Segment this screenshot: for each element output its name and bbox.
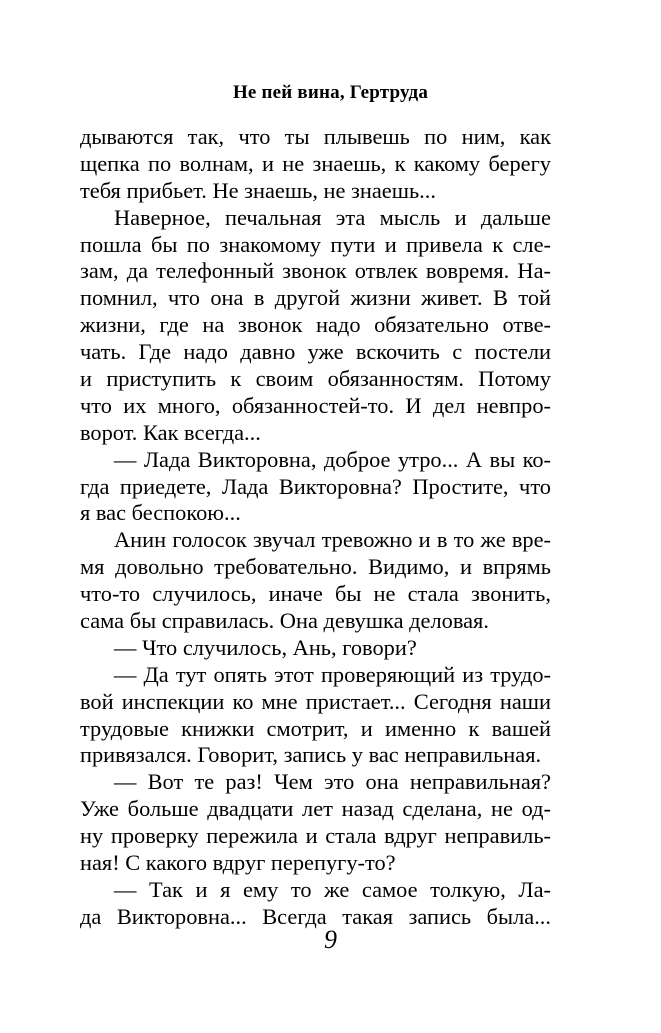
- paragraph: [80, 769, 551, 877]
- text-line: сама бы справилась. Она девушка деловая.: [80, 608, 489, 634]
- text-line: чать. Где надо давно уже вскочить с постели: [80, 339, 551, 365]
- text-line: ная! С какого вдруг перепугу-то?: [80, 850, 396, 876]
- text-line: — Так и я ему то же самое толкую, Ла-: [114, 876, 551, 902]
- paragraph: [80, 447, 551, 528]
- paragraph: [80, 877, 551, 931]
- paragraph: [80, 205, 551, 447]
- text-line: вой инспекции ко мне пристает... Сегодня наши: [80, 688, 551, 714]
- text-line: дываются так, что ты плывешь по ним, как: [80, 124, 551, 149]
- text-line: — Что случилось, Ань, говори?: [114, 634, 417, 660]
- text-line: мя довольно требовательно. Видимо, и впрямь: [80, 554, 551, 580]
- text-line: помнил, что она в другой жизни живет. В той: [80, 285, 551, 311]
- text-line: гда приедете, Лада Викторовна? Простите, что: [80, 473, 551, 499]
- text-line: жизни, где на звонок надо обязательно отве-: [80, 312, 551, 338]
- text-line: что их много, обязанностей-то. И дел невпро-: [80, 392, 551, 418]
- text-line: тебя прибьет. Не знаешь, не знаешь...: [80, 177, 436, 203]
- text-line: что-то случилось, иначе бы не стала звонить,: [80, 581, 551, 607]
- paragraph: [80, 124, 551, 205]
- body-text: [80, 124, 551, 931]
- text-line: и приступить к своим обязанностям. Потому: [80, 366, 551, 392]
- text-line: — Да тут опять этот проверяющий из трудо-: [114, 661, 551, 687]
- text-line: Анин голосок звучал тревожно и в то же вре-: [114, 527, 551, 553]
- text-line: да Викторовна... Всегда такая запись была...: [80, 903, 551, 929]
- text-line: пошла бы по знакомому пути и привела к сле-: [80, 231, 551, 257]
- paragraph: [80, 662, 551, 770]
- text-line: я вас беспокою...: [80, 500, 241, 526]
- text-line: ну проверку пережила и стала вдруг неправиль-: [80, 823, 551, 849]
- text-line: Наверное, печальная эта мысль и дальше: [114, 204, 551, 230]
- paragraph: [80, 527, 551, 635]
- text-line: привязался. Говорит, запись у вас неправильная.: [80, 742, 542, 768]
- text-line: трудовые книжки смотрит, и именно к вашей: [80, 715, 551, 741]
- text-line: ворот. Как всегда...: [80, 419, 261, 445]
- text-line: Уже больше двадцати лет назад сделана, не од-: [80, 796, 551, 822]
- page-number: 9: [324, 925, 337, 954]
- running-header: Не пей вина, Гертруда: [232, 82, 429, 103]
- text-line: щепка по волнам, и не знаешь, к какому берегу: [80, 150, 551, 176]
- text-line: — Вот те раз! Чем это она неправильная?: [114, 769, 551, 795]
- text-line: — Лада Викторовна, доброе утро... А вы ко-: [114, 446, 551, 472]
- text-line: зам, да телефонный звонок отвлек вовремя. На-: [80, 258, 551, 284]
- paragraph: [80, 635, 551, 662]
